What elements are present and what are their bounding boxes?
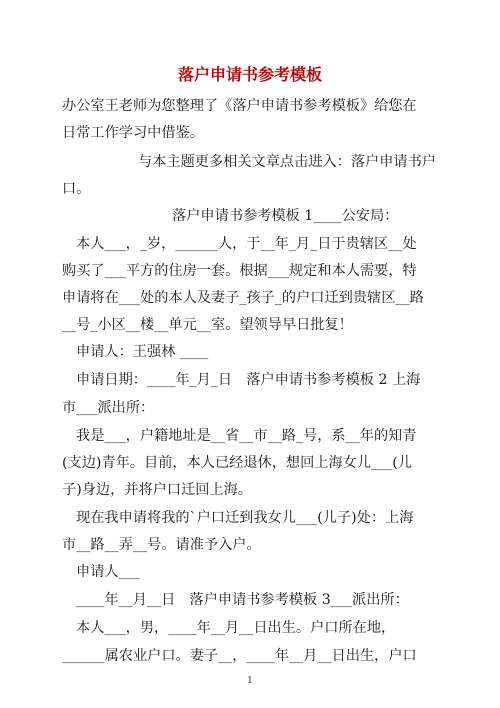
- paragraph-line: 本人___，_岁，______人，于__年_月_日于贵辖区__处: [76, 236, 417, 252]
- paragraph-line: 口。: [62, 181, 91, 197]
- paragraph-line: 申请将在___处的本人及妻子_孩子_的户口迁到贵辖区__路: [62, 290, 424, 306]
- paragraph-line: 申请人：王强林 ____: [76, 344, 209, 360]
- paragraph-line: 申请日期：____年_月_日 落户申请书参考模板 2 上海: [76, 372, 421, 388]
- paragraph-line: 现在我申请将我的`户口迁到我女儿___(儿子)处：上海: [76, 510, 414, 526]
- paragraph-line: 申请人___: [76, 564, 140, 580]
- paragraph-line: ____年__月__日 落户申请书参考模板 3___派出所：: [76, 592, 409, 608]
- paragraph-line: 办公室王老师为您整理了《落户申请书参考模板》给您在: [62, 98, 417, 114]
- paragraph-line: 与本主题更多相关文章点击进入：落户申请书户: [138, 154, 436, 170]
- paragraph-line: 我是___，户籍地址是__省__市__路_号，系__年的知青: [76, 428, 417, 444]
- paragraph-line: 落户申请书参考模板 1____公安局：: [172, 208, 399, 224]
- page-number: 1: [247, 676, 253, 686]
- paragraph-line: 市___派出所：: [62, 400, 155, 416]
- paragraph-line: 市__路__弄__号。请准予入户。: [62, 537, 261, 553]
- document-title: 落户申请书参考模板: [177, 65, 322, 84]
- paragraph-line: (支边)青年。目前，本人已经退休，想回上海女儿___(儿: [62, 455, 413, 471]
- paragraph-line: 本人___，男，____年__月__日出生。户口所在地，: [76, 620, 396, 636]
- paragraph-line: 购买了___平方的住房一套。根据___规定和本人需要，特: [62, 263, 417, 279]
- paragraph-line: __号_小区__楼__单元__室。望领导早日批复！: [62, 317, 353, 333]
- paragraph-line: 日常工作学习中借鉴。: [62, 125, 204, 141]
- paragraph-line: ______属农业户口。妻子__，____年__月__日出生，户口: [62, 648, 417, 664]
- paragraph-line: 子)身边，并将户口迁回上海。: [62, 482, 252, 498]
